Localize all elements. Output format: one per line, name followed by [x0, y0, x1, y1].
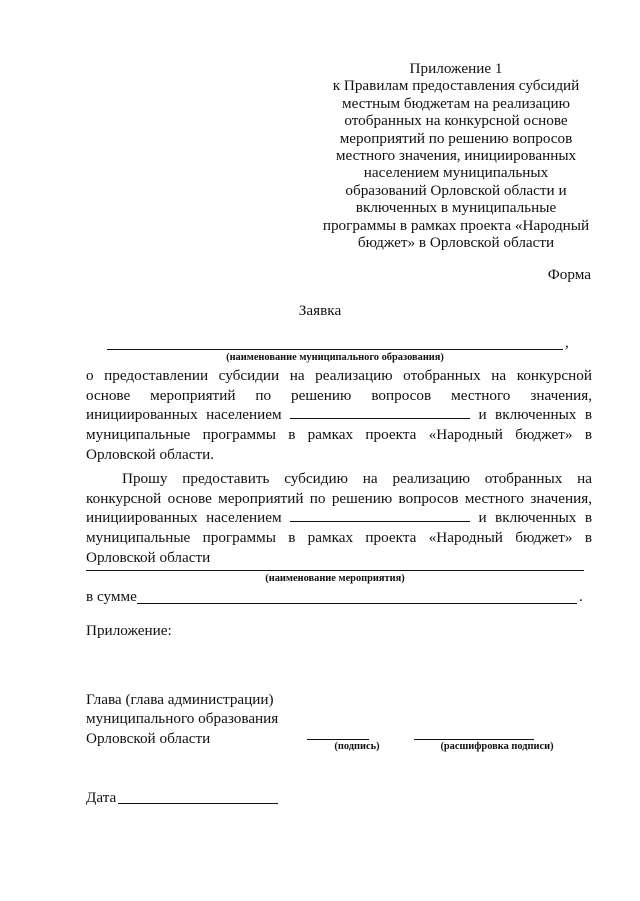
document-title: Заявка — [298, 302, 342, 319]
signature-line[interactable] — [307, 739, 369, 740]
head-title-block — [86, 690, 278, 748]
municipality-comma: , — [565, 334, 569, 351]
appendix-line: местного значения, инициированных — [335, 147, 577, 165]
amount-dot: . — [579, 588, 583, 605]
appendix-line: программы в рамках проекта «Народный — [322, 216, 590, 234]
initiative-population-blank-2[interactable] — [290, 508, 470, 522]
appendix-line: населением муниципальных — [363, 164, 549, 182]
date-line[interactable] — [118, 803, 278, 804]
paragraph-request-body — [86, 469, 592, 568]
appendix-line: отобранных на конкурсной основе — [344, 112, 568, 130]
amount-line[interactable] — [137, 603, 577, 604]
head-title-line: муниципального образования — [86, 710, 279, 728]
event-caption: (наименование мероприятия) — [265, 573, 405, 584]
date-label: Дата — [86, 789, 117, 806]
signature-caption: (подпись) — [334, 741, 380, 752]
event-name-line[interactable] — [86, 570, 584, 571]
appendix-line: местным бюджетам на реализацию — [342, 94, 570, 112]
municipality-caption: (наименование муниципального образования) — [226, 352, 444, 363]
paragraph-2-text-a: Прошу предоставить субсидию на реализацию отобранных на конкурсной основе мероприятий по решению вопросов местного значения, инициированных населением — [86, 470, 592, 527]
paragraph-2-text-b: и включенных в муниципальные программы в рамках проекта «Народный бюджет» в Орловской области — [86, 509, 592, 566]
appendix-line: бюджет» в Орловской области — [357, 234, 555, 252]
paragraph-1-text-a: о предоставлении субсидии на реализацию отобранных на конкурсной основе мероприятий по решению вопросов местного значения, инициированных населением — [86, 367, 592, 424]
attachment-label: Приложение: — [86, 622, 172, 639]
paragraph-1-text-b: и включенных в муниципальные программы в рамках проекта «Народный бюджет» в Орловской области. — [86, 406, 592, 463]
signature-decoding-line[interactable] — [414, 739, 534, 740]
signature-decoding-caption: (расшифровка подписи) — [440, 741, 554, 752]
paragraph-request-purpose — [86, 366, 592, 465]
initiative-population-blank-1[interactable] — [290, 405, 470, 419]
appendix-title: Приложение 1 — [409, 60, 503, 77]
head-title-line: Орловской области — [86, 729, 211, 747]
appendix-line: включенных в муниципальные — [355, 199, 557, 217]
head-title-line: Глава (глава администрации) — [86, 691, 274, 708]
appendix-line: к Правилам предоставления субсидий — [332, 77, 580, 95]
appendix-line: образований Орловской области и — [345, 181, 567, 199]
appendix-header — [310, 60, 602, 251]
amount-label: в сумме — [86, 588, 137, 605]
municipality-name-line[interactable] — [107, 349, 563, 350]
appendix-line: мероприятий по решению вопросов — [339, 129, 573, 147]
form-label: Форма — [547, 266, 591, 283]
